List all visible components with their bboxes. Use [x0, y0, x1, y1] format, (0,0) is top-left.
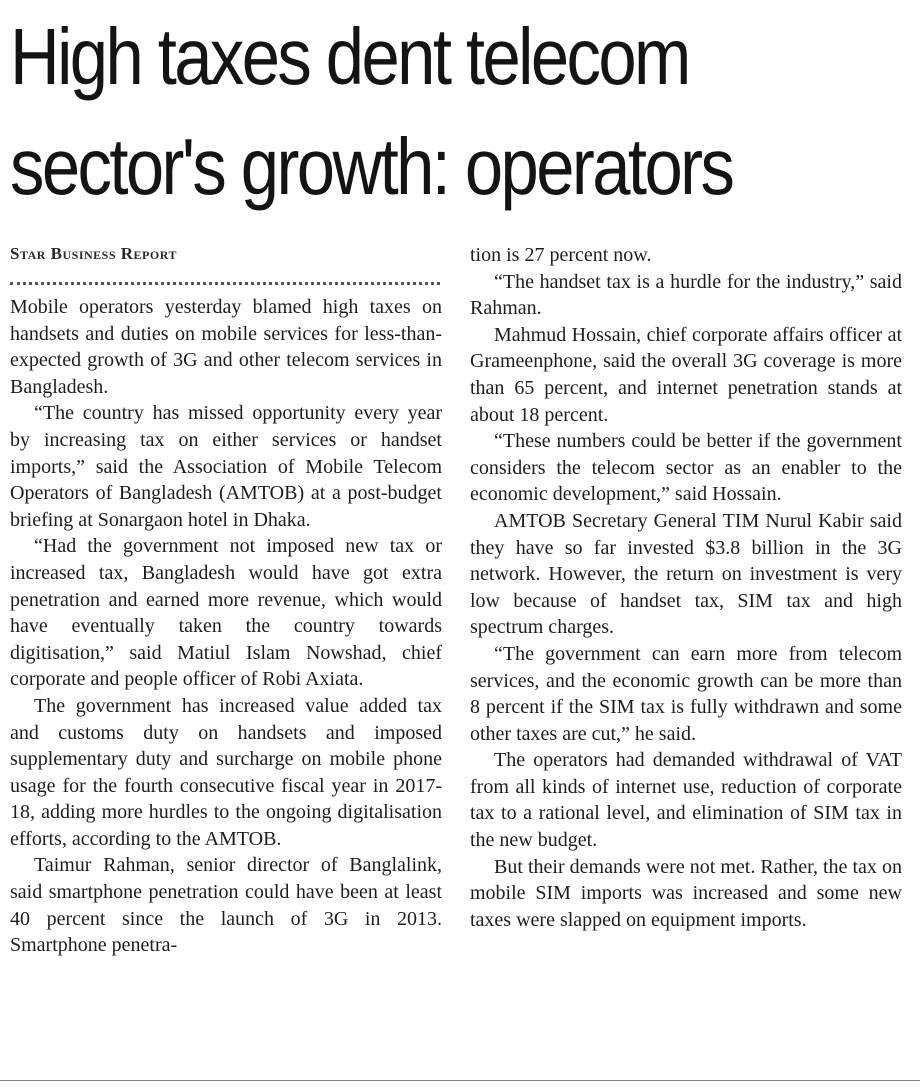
paragraph: Mobile operators yesterday blamed high taxes on handsets and duties on mobile services for less-than-expected growth of 3G and other telecom services in Bangladesh.	[10, 296, 442, 398]
paragraph: Mahmud Hossain, chief corporate affairs officer at Grameenphone, said the overall 3G coverage is more than 65 percent, and internet penetration stands at about 18 percent.	[470, 323, 902, 426]
paragraph: Taimur Rahman, senior director of Banglalink, said smartphone penetration could have been at least 40 percent since the launch of 3G in 2013. Smartphone penetra-	[10, 854, 442, 957]
paragraph: “Had the government not imposed new tax or increased tax, Bangladesh would have got extra penetration and earned more revenue, which would have eventually taken the country towards digitisation,” said Matiul Islam Nowshad, chief corporate and people officer of Robi Axiata.	[10, 535, 442, 691]
bottom-rule	[0, 1080, 920, 1081]
right-column	[470, 242, 902, 933]
paragraph: “The country has missed opportunity every year by increasing tax on either services or handset imports,” said the Association of Mobile Telecom Operators of Bangladesh (AMTOB) at a post-budget briefing at Sonargaon hotel in Dhaka.	[10, 402, 442, 531]
paragraph: “The handset tax is a hurdle for the industry,” said Rahman.	[470, 270, 902, 320]
paragraph: AMTOB Secretary General TIM Nurul Kabir said they have so far invested $3.8 billion in the 3G network. However, the return on investment is very low because of handset tax, SIM tax and high spectrum charges.	[470, 509, 902, 639]
paragraph: tion is 27 percent now.	[470, 244, 652, 266]
paragraph: The government has increased value added tax and customs duty on handsets and imposed supplementary duty and surcharge on mobile phone usage for the fourth consecutive fiscal year in 2017-18, adding more hurdles to the ongoing digitalisation efforts, according to the AMTOB.	[10, 694, 442, 850]
left-column	[10, 294, 442, 959]
dotted-divider	[10, 282, 440, 285]
headline-line-1: High taxes dent telecom	[10, 12, 689, 101]
headline-line-2: sector's growth: operators	[10, 122, 733, 211]
paragraph: But their demands were not met. Rather, the tax on mobile SIM imports was increased and some new taxes were slapped on equipment imports.	[470, 855, 902, 931]
paragraph: “The government can earn more from telecom services, and the economic growth can be more than 8 percent if the SIM tax is fully withdrawn and some other taxes are cut,” he said.	[470, 642, 902, 745]
paragraph: The operators had demanded withdrawal of VAT from all kinds of internet use, reduction of corporate tax to a rational level, and elimination of SIM tax in the new budget.	[470, 749, 902, 852]
headline	[10, 2, 784, 222]
byline: Star Business Report	[10, 244, 177, 263]
paragraph: “These numbers could be better if the government considers the telecom sector as an enabler to the economic development,” said Hossain.	[470, 430, 902, 506]
